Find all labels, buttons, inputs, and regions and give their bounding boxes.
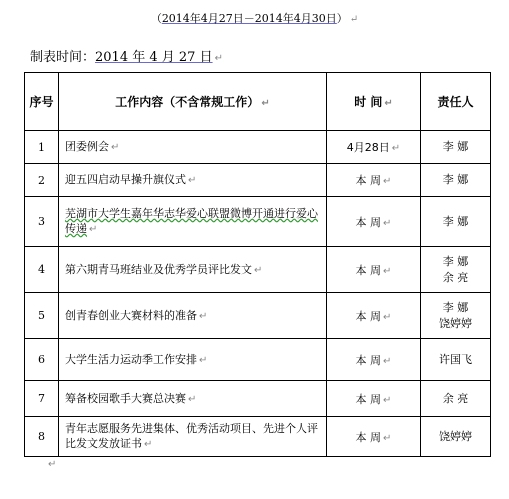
col-header-content: 工作内容（不含常规工作） ↵ [59,73,327,131]
row-time: 本 周 ↵ [327,247,421,293]
row-time: 本 周 ↵ [327,293,421,339]
paragraph-mark-icon: ↵ [188,175,197,186]
row-time: 本 周 ↵ [327,417,421,457]
row-num: 7 [25,381,59,417]
row-time: 本 周 ↵ [327,164,421,197]
row-owner: 余 亮 [421,381,491,417]
paragraph-mark-icon: ↵ [199,354,208,366]
paragraph-mark-icon: ↵ [254,264,263,276]
table-row [25,339,491,381]
row-owner: 李 娜 饶婷婷 [421,293,491,339]
paragraph-mark-icon: ↵ [383,432,392,444]
paragraph-mark-icon: ↵ [383,355,392,367]
row-num: 3 [25,197,59,247]
range-close: ） [336,12,348,25]
made-time-value: 2014 年 4 月 27 日 [95,50,213,65]
paragraph-mark-icon: ↵ [383,176,392,187]
paragraph-mark-icon: ↵ [261,98,270,109]
row-owner: 饶婷婷 [421,417,491,457]
paragraph-mark-icon: ↵ [214,53,223,64]
paragraph-mark-icon: ↵ [349,14,359,25]
paragraph-mark-icon: ↵ [144,439,153,450]
made-time-label: 制表时间： [30,50,96,65]
row-owner: 许国飞 [421,339,491,381]
row-content: 团委例会 ↵ [59,131,327,164]
row-time: 本 周 ↵ [327,381,421,417]
row-num: 4 [25,247,59,293]
row-owner: 李 娜 [421,197,491,247]
row-num: 6 [25,339,59,381]
table-row [25,293,491,339]
table-row [25,131,491,164]
row-time: 4月28日 ↵ [327,131,421,164]
row-time: 本 周 ↵ [327,339,421,381]
row-content: 迎五四启动早操升旗仪式 ↵ [59,164,327,197]
paragraph-mark-icon: ↵ [188,393,197,405]
paragraph-mark-icon: ↵ [391,143,401,154]
range-open: （ [150,12,162,25]
table-row [25,197,491,247]
row-content: 青年志愿服务先进集体、优秀活动项目、先进个人评比发文发放证书 ↵ [59,417,327,457]
row-num: 2 [25,164,59,197]
col-header-owner: 责任人 [421,73,491,131]
row-owner: 李 娜 [421,164,491,197]
row-owner: 李 娜 余 亮 [421,247,491,293]
table-row [25,381,491,417]
paragraph-mark-icon: ↵ [383,265,392,277]
col-header-num: 序号 [25,73,59,131]
row-content: 第六期青马班结业及优秀学员评比发文 ↵ [59,247,327,293]
table-header-row [25,73,491,131]
paragraph-mark-icon: ↵ [383,217,392,229]
row-content: 大学生活力运动季工作安排 ↵ [59,339,327,381]
row-num: 5 [25,293,59,339]
paragraph-mark-icon: ↵ [199,310,208,322]
table-row [25,417,491,457]
row-time: 本 周 ↵ [327,197,421,247]
paragraph-mark-icon: ↵ [383,311,392,323]
paragraph-mark-icon: ↵ [48,459,57,470]
paragraph-mark-icon: ↵ [384,98,393,109]
row-num: 1 [25,131,59,164]
date-range-header [0,10,509,26]
row-content: 筹备校园歌手大赛总决赛 ↵ [59,381,327,417]
weekly-schedule-table [24,72,491,457]
table-row [25,164,491,197]
row-content: 创青春创业大赛材料的准备 ↵ [59,293,327,339]
paragraph-mark-icon: ↵ [89,224,98,235]
row-owner: 李 娜 [421,131,491,164]
paragraph-mark-icon: ↵ [383,394,392,406]
col-header-time: 时 间 ↵ [327,73,421,131]
made-time-line [30,46,223,65]
paragraph-mark-icon: ↵ [111,142,120,153]
row-num: 8 [25,417,59,457]
range-text: 2014年4月27日－2014年4月30日 [161,12,337,25]
row-content: 芜湖市大学生嘉年华志华爱心联盟微博开通进行爱心传递 ↵ [59,197,327,247]
table-row [25,247,491,293]
